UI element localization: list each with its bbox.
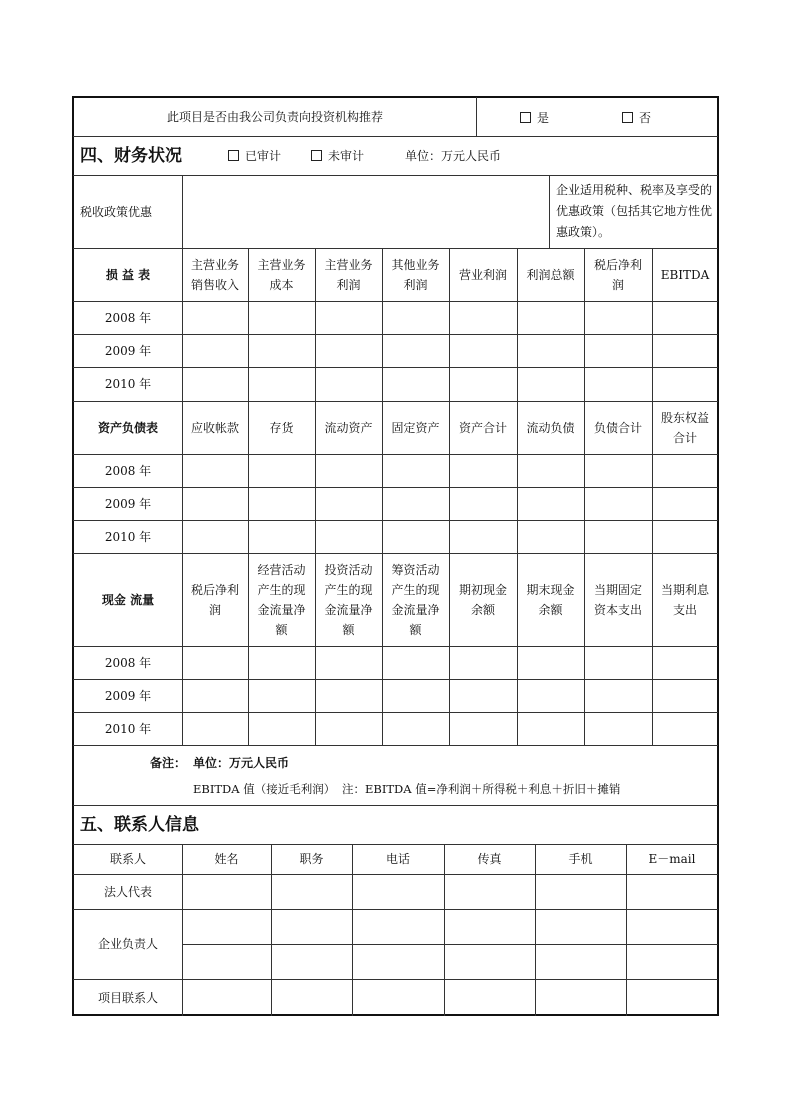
income-statement-column-header: EBITDA <box>660 267 710 282</box>
cash-flow-column-header: 当期固定资本支出 <box>593 582 642 617</box>
contact-input-cell[interactable] <box>444 874 535 909</box>
contact-column-header: 传真 <box>477 852 502 866</box>
income-statement-column-header: 主营业务成本 <box>257 257 306 292</box>
data-cell[interactable] <box>584 301 652 334</box>
data-cell[interactable] <box>449 646 517 679</box>
audited-checkbox[interactable] <box>228 136 281 175</box>
data-cell[interactable] <box>584 367 652 401</box>
data-cell[interactable] <box>248 454 315 487</box>
tax-label: 税收政策优惠 <box>80 204 153 219</box>
grid-line <box>73 745 718 746</box>
contact-row-label: 项目联系人 <box>97 990 158 1005</box>
income-statement-column-header: 营业利润 <box>458 267 507 282</box>
income-statement-column-header: 主营业务利润 <box>324 257 373 292</box>
data-cell[interactable] <box>652 520 718 553</box>
balance-sheet-column-header: 应收帐款 <box>190 420 239 435</box>
data-cell[interactable] <box>182 712 248 745</box>
cash-flow-column-header: 期初现金余额 <box>458 582 507 617</box>
contact-row-label: 企业负责人 <box>97 937 158 951</box>
data-cell[interactable] <box>315 367 382 401</box>
contact-input-cell[interactable] <box>626 979 718 1016</box>
contact-input-cell[interactable] <box>182 944 271 979</box>
contact-input-cell[interactable] <box>626 909 718 944</box>
income-statement-title: 损 益 表 <box>105 267 151 282</box>
data-cell[interactable] <box>584 712 652 745</box>
data-cell[interactable] <box>182 301 248 334</box>
year-label: 2010 年 <box>104 529 152 544</box>
data-cell[interactable] <box>382 334 449 367</box>
data-cell[interactable] <box>182 334 248 367</box>
income-statement-column-header: 其他业务利润 <box>391 257 440 292</box>
data-cell[interactable] <box>584 334 652 367</box>
data-cell[interactable] <box>315 679 382 712</box>
data-cell[interactable] <box>584 520 652 553</box>
data-cell[interactable] <box>652 646 718 679</box>
data-cell[interactable] <box>584 646 652 679</box>
data-cell[interactable] <box>248 646 315 679</box>
contact-input-cell[interactable] <box>444 909 535 944</box>
contact-column-header: 手机 <box>568 852 593 866</box>
data-cell[interactable] <box>182 520 248 553</box>
year-label: 2010 年 <box>104 721 152 736</box>
year-label: 2009 年 <box>104 343 152 358</box>
data-cell[interactable] <box>517 712 584 745</box>
tax-note: 企业适用税种、税率及享受的优惠政策（包括其它地方性优惠政策）。 <box>556 183 713 239</box>
section5-title: 五、联系人信息 <box>80 814 199 835</box>
data-cell[interactable] <box>652 712 718 745</box>
balance-sheet-column-header: 流动资产 <box>324 420 373 435</box>
contact-input-cell[interactable] <box>444 979 535 1016</box>
data-cell[interactable] <box>517 454 584 487</box>
data-cell[interactable] <box>584 679 652 712</box>
data-cell[interactable] <box>248 367 315 401</box>
data-cell[interactable] <box>315 646 382 679</box>
data-cell[interactable] <box>652 454 718 487</box>
data-cell[interactable] <box>517 301 584 334</box>
data-cell[interactable] <box>382 520 449 553</box>
checkbox-icon <box>228 150 239 161</box>
data-cell[interactable] <box>652 367 718 401</box>
data-cell[interactable] <box>449 487 517 520</box>
contact-input-cell[interactable] <box>535 874 626 909</box>
balance-sheet-column-header: 负债合计 <box>593 420 642 435</box>
contact-column-header: 姓名 <box>214 852 239 866</box>
data-cell[interactable] <box>315 487 382 520</box>
year-label: 2008 年 <box>104 310 152 325</box>
contact-input-cell[interactable] <box>444 944 535 979</box>
data-cell[interactable] <box>382 679 449 712</box>
checkbox-icon <box>520 112 531 123</box>
balance-sheet-column-header: 流动负债 <box>526 420 575 435</box>
data-cell[interactable] <box>382 487 449 520</box>
section4-unit: 单位：万元人民币 <box>405 149 502 163</box>
referral-no-label: 否 <box>639 110 652 125</box>
checkbox-icon <box>622 112 633 123</box>
income-statement-column-header: 主营业务销售收入 <box>190 257 239 292</box>
contact-column-header: E－mail <box>648 852 696 866</box>
contact-input-cell[interactable] <box>626 874 718 909</box>
balance-sheet-column-header: 资产合计 <box>458 420 507 435</box>
data-cell[interactable] <box>517 334 584 367</box>
data-cell[interactable] <box>449 454 517 487</box>
data-cell[interactable] <box>449 301 517 334</box>
contact-input-cell[interactable] <box>352 979 444 1016</box>
cash-flow-column-header: 经营活动产生的现金流量净额 <box>257 562 306 637</box>
balance-sheet-column-header: 固定资产 <box>391 420 440 435</box>
contact-input-cell[interactable] <box>182 909 271 944</box>
referral-question: 此项目是否由我公司负责向投资机构推荐 <box>166 110 383 124</box>
data-cell[interactable] <box>382 301 449 334</box>
data-cell[interactable] <box>449 334 517 367</box>
contact-input-cell[interactable] <box>182 874 271 909</box>
data-cell[interactable] <box>517 367 584 401</box>
contact-input-cell[interactable] <box>352 944 444 979</box>
data-cell[interactable] <box>517 679 584 712</box>
contact-column-header: 电话 <box>385 852 410 866</box>
data-cell[interactable] <box>248 334 315 367</box>
tax-input[interactable] <box>182 175 549 248</box>
grid-line <box>476 97 477 136</box>
data-cell[interactable] <box>382 646 449 679</box>
data-cell[interactable] <box>517 520 584 553</box>
data-cell[interactable] <box>449 679 517 712</box>
contact-input-cell[interactable] <box>626 944 718 979</box>
data-cell[interactable] <box>182 679 248 712</box>
balance-sheet-column-header: 股东权益合计 <box>660 410 709 445</box>
data-cell[interactable] <box>248 712 315 745</box>
data-cell[interactable] <box>315 334 382 367</box>
balance-sheet-column-header: 存货 <box>269 420 294 435</box>
contact-input-cell[interactable] <box>535 979 626 1016</box>
contact-input-cell[interactable] <box>535 944 626 979</box>
checkbox-icon <box>311 150 322 161</box>
balance-sheet-title: 资产负债表 <box>97 420 158 435</box>
data-cell[interactable] <box>182 646 248 679</box>
income-statement-column-header: 利润总额 <box>526 267 575 282</box>
contact-row-label: 法人代表 <box>103 884 152 899</box>
year-label: 2009 年 <box>104 688 152 703</box>
data-cell[interactable] <box>382 712 449 745</box>
referral-yes-label: 是 <box>537 110 550 125</box>
cash-flow-column-header: 税后净利润 <box>190 582 239 617</box>
referral-no-checkbox[interactable] <box>622 98 651 136</box>
data-cell[interactable] <box>584 487 652 520</box>
data-cell[interactable] <box>182 454 248 487</box>
contact-input-cell[interactable] <box>271 979 352 1016</box>
data-cell[interactable] <box>315 520 382 553</box>
data-cell[interactable] <box>248 679 315 712</box>
section4-title: 四、财务状况 <box>80 145 182 166</box>
data-cell[interactable] <box>517 646 584 679</box>
remarks-unit: 单位：万元人民币 <box>193 756 290 770</box>
ebitda-formula: 注：EBITDA 值=净利润＋所得税＋利息＋折旧＋摊销 <box>342 782 621 796</box>
contact-input-cell[interactable] <box>352 874 444 909</box>
year-label: 2008 年 <box>104 655 152 670</box>
unaudited-label: 未审计 <box>328 149 365 163</box>
contact-input-cell[interactable] <box>352 909 444 944</box>
data-cell[interactable] <box>315 454 382 487</box>
year-label: 2008 年 <box>104 463 152 478</box>
data-cell[interactable] <box>248 487 315 520</box>
data-cell[interactable] <box>584 454 652 487</box>
contact-input-cell[interactable] <box>535 909 626 944</box>
unaudited-checkbox[interactable] <box>311 136 364 175</box>
data-cell[interactable] <box>652 679 718 712</box>
contact-column-header: 联系人 <box>109 852 146 866</box>
data-cell[interactable] <box>652 487 718 520</box>
contact-input-cell[interactable] <box>271 944 352 979</box>
data-cell[interactable] <box>517 487 584 520</box>
contact-input-cell[interactable] <box>271 874 352 909</box>
audited-label: 已审计 <box>245 149 282 163</box>
data-cell[interactable] <box>248 301 315 334</box>
cash-flow-column-header: 当期利息支出 <box>660 582 709 617</box>
data-cell[interactable] <box>449 520 517 553</box>
data-cell[interactable] <box>382 367 449 401</box>
contact-column-header: 职务 <box>299 852 324 866</box>
contact-input-cell[interactable] <box>271 909 352 944</box>
year-label: 2009 年 <box>104 496 152 511</box>
referral-yes-checkbox[interactable] <box>520 98 549 136</box>
cash-flow-column-header: 期末现金余额 <box>526 582 575 617</box>
data-cell[interactable] <box>315 301 382 334</box>
year-label: 2010 年 <box>104 377 152 391</box>
remarks-label: 备注： <box>150 756 187 770</box>
contact-input-cell[interactable] <box>182 979 271 1016</box>
data-cell[interactable] <box>182 367 248 401</box>
cash-flow-title: 现金 流量 <box>101 592 155 607</box>
data-cell[interactable] <box>449 712 517 745</box>
data-cell[interactable] <box>248 520 315 553</box>
income-statement-column-header: 税后净利润 <box>593 257 642 292</box>
data-cell[interactable] <box>182 487 248 520</box>
cash-flow-column-header: 筹资活动产生的现金流量净额 <box>391 562 440 637</box>
data-cell[interactable] <box>652 334 718 367</box>
data-cell[interactable] <box>449 367 517 401</box>
cash-flow-column-header: 投资活动产生的现金流量净额 <box>324 562 373 637</box>
data-cell[interactable] <box>315 712 382 745</box>
data-cell[interactable] <box>652 301 718 334</box>
ebitda-note: EBITDA 值（接近毛利润） <box>193 782 336 796</box>
data-cell[interactable] <box>382 454 449 487</box>
